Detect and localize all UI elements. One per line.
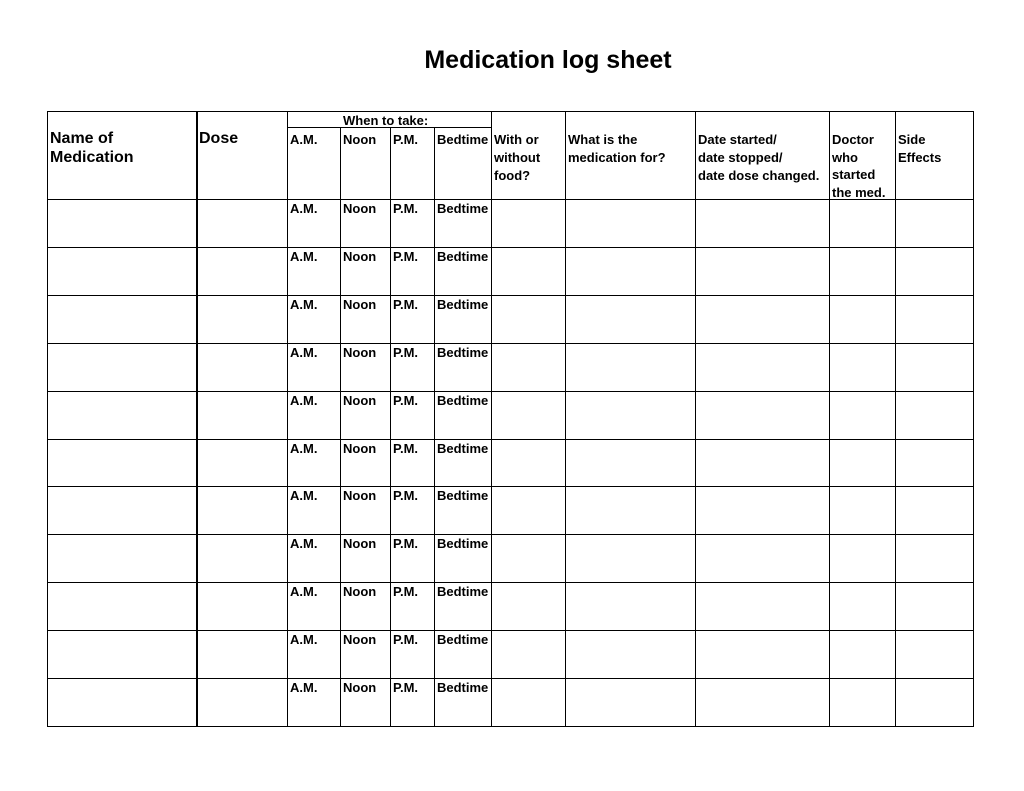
row-noon-label: Noon [343,488,377,504]
row-separator [48,678,973,679]
row-bedtime-label: Bedtime [437,248,489,264]
row-am-label: A.M. [290,440,318,456]
divider-pm-bedtime [434,127,435,726]
header-name-of-medication: Name of Medication [50,130,134,166]
divider-when-food [491,112,492,726]
row-noon-label: Noon [343,536,377,552]
row-separator [48,295,973,296]
row-noon-label: Noon [343,440,377,456]
row-separator [48,486,973,487]
row-pm-label: P.M. [393,248,419,264]
row-am-label: A.M. [290,296,318,312]
divider-food-purpose [565,112,566,726]
row-noon-label: Noon [343,248,377,264]
row-am-label: A.M. [290,344,318,360]
row-bedtime-label: Bedtime [437,632,489,648]
header-dose: Dose [199,130,239,147]
row-bedtime-label: Bedtime [437,584,489,600]
row-separator [48,199,973,200]
row-pm-label: P.M. [393,536,419,552]
row-am-label: A.M. [290,488,318,504]
row-bedtime-label: Bedtime [437,344,489,360]
row-am-label: A.M. [290,632,318,648]
row-separator [48,534,973,535]
header-noon: Noon [343,132,377,147]
divider-dose-when [287,112,288,726]
header-when-to-take: When to take: [343,113,429,128]
page-title: Medication log sheet [424,46,672,74]
header-date-started-stopped-changed: Date started/ date stopped/ date dose changed. [698,132,820,183]
row-noon-label: Noon [343,632,377,648]
row-am-label: A.M. [290,584,318,600]
medication-table [47,111,974,727]
row-bedtime-label: Bedtime [437,201,489,216]
header-am: A.M. [290,132,318,147]
row-separator [48,247,973,248]
divider-purpose-dates [695,112,696,726]
divider-name-dose [196,112,198,726]
header-doctor-who-started: Doctor who started the med. [832,132,886,200]
row-am-label: A.M. [290,680,318,695]
row-bedtime-label: Bedtime [437,440,489,456]
row-bedtime-label: Bedtime [437,392,489,408]
row-noon-label: Noon [343,680,377,695]
divider-noon-pm [390,127,391,726]
row-pm-label: P.M. [393,584,419,600]
row-pm-label: P.M. [393,296,419,312]
row-pm-label: P.M. [393,632,419,648]
header-what-is-the-medication-for: What is the medication for? [568,132,666,165]
row-am-label: A.M. [290,536,318,552]
row-bedtime-label: Bedtime [437,488,489,504]
row-separator [48,343,973,344]
divider-am-noon [340,127,341,726]
row-noon-label: Noon [343,584,377,600]
row-pm-label: P.M. [393,680,419,695]
header-pm: P.M. [393,132,419,147]
row-pm-label: P.M. [393,392,419,408]
row-am-label: A.M. [290,201,318,216]
header-with-or-without-food: With or without food? [494,132,541,183]
row-noon-label: Noon [343,392,377,408]
row-am-label: A.M. [290,248,318,264]
row-bedtime-label: Bedtime [437,680,489,695]
header-side-effects: Side Effects [898,132,942,165]
row-pm-label: P.M. [393,440,419,456]
divider-doctor-side [895,112,896,726]
row-pm-label: P.M. [393,488,419,504]
row-pm-label: P.M. [393,344,419,360]
row-pm-label: P.M. [393,201,419,216]
divider-dates-doctor [829,112,830,726]
header-bedtime: Bedtime [437,132,489,147]
row-separator [48,439,973,440]
row-noon-label: Noon [343,344,377,360]
row-noon-label: Noon [343,296,377,312]
row-noon-label: Noon [343,201,377,216]
row-am-label: A.M. [290,392,318,408]
row-separator [48,582,973,583]
row-separator [48,391,973,392]
row-bedtime-label: Bedtime [437,536,489,552]
row-separator [48,630,973,631]
row-bedtime-label: Bedtime [437,296,489,312]
